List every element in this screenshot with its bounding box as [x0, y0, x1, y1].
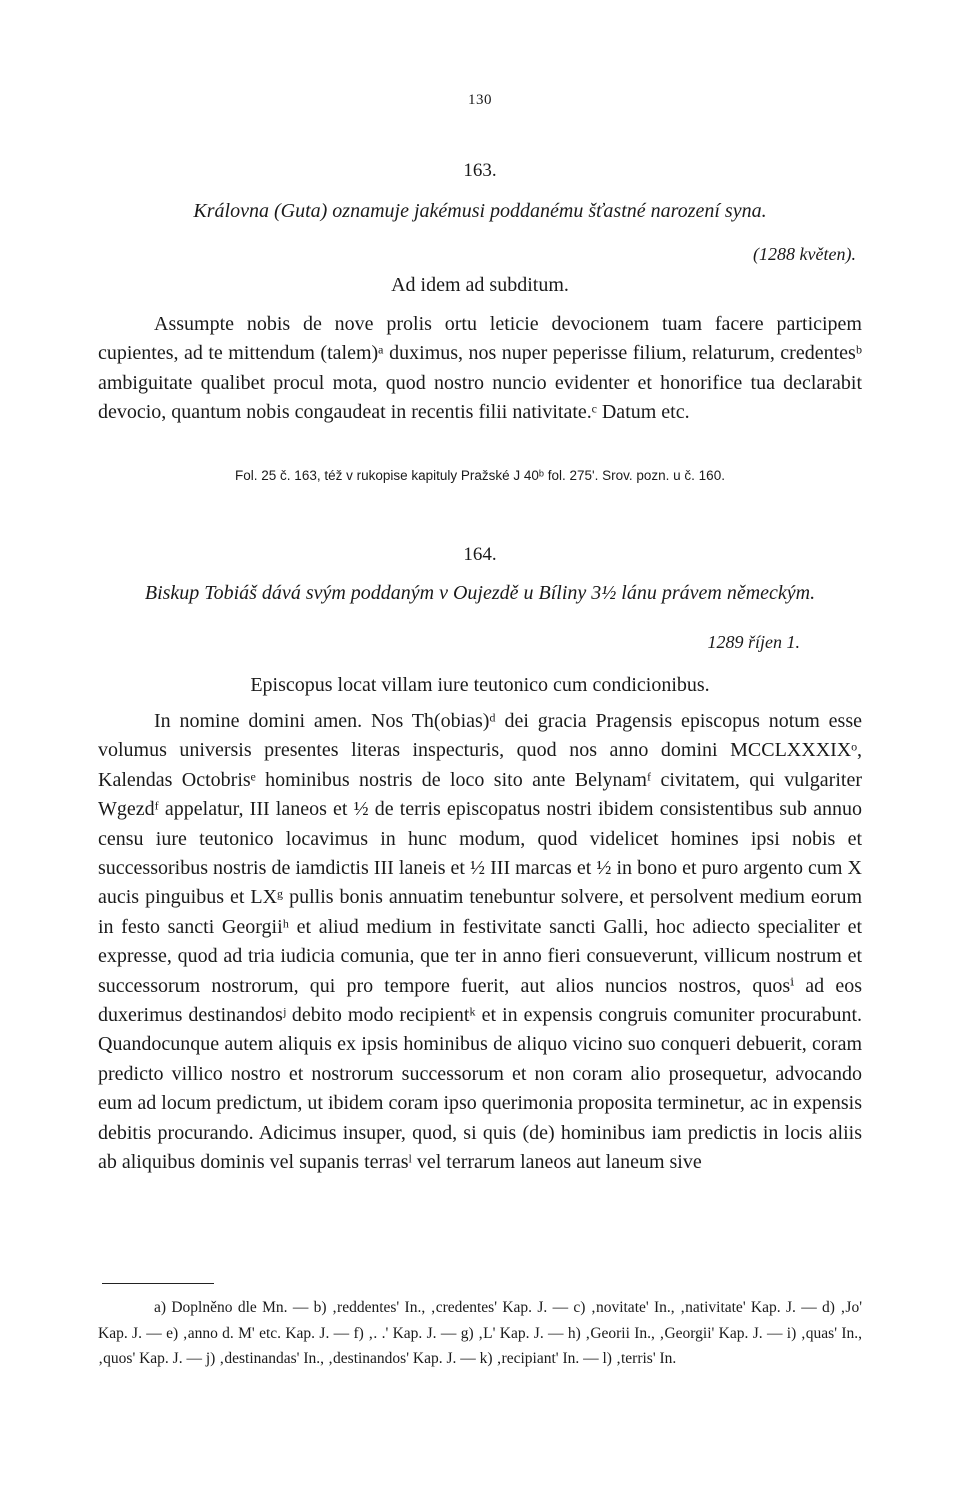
document-163-body	[98, 310, 862, 428]
document-163-number: 163.	[463, 160, 497, 181]
document-164-heading: Episcopus locat villam iure teutonico cum condicionibus.	[250, 674, 710, 696]
document-164-regest: Biskup Tobiáš dává svým poddaným v Oujezdě u Bíliny 3½ lánu právem německým.	[144, 582, 816, 604]
document-163-date: (1288 květen).	[753, 244, 856, 264]
document-163-heading: Ad idem ad subditum.	[391, 274, 569, 296]
document-164-date: 1289 říjen 1.	[707, 632, 800, 652]
document-163-text: Assumpte nobis de nove prolis ortu leticie devocionem tuam facere participem cupientes, ad te mittendum (talem)ᵃ duximus, nos nuper peperisse filium, relaturum, credentesᵇ ambiguitate qualibet procul mota, quod nostro nuncio evidenter et honorifice tua declarabit devocio, quantum nobis congaudeat in recentis filii nativitate.ᶜ Datum etc.	[98, 313, 862, 424]
document-163-regest: Královna (Guta) oznamuje jakémusi poddanému šťastné narození syna.	[193, 200, 767, 222]
document-164-text: In nomine domini amen. Nos Th(obias)ᵈ dei gracia Pragensis episcopus notum esse volumus universis presentes literas inspecturis, quod nos anno domini MCCLXXXIXᵒ, Kalendas Octobrisᵉ hominibus nostris de loco sito ante Belynamᶠ civitatem, qui vulgariter Wgezdᶠ appelatur, III laneos et ½ de terris episcopatus nostri ibidem consistentibus sub annuo censu iure teutonico locavimus in hunc modum, quod videlicet homines ipsi nobis et successoribus nostris de iamdictis III laneis et ½ III marcas et ½ in bono et puro argento cum X aucis pinguibus et LXᵍ pullis bonis annuatim tenebuntur solvere, et persolvent medium eorum in festo sancti Georgiiʰ et aliud medium in festivitate sancti Galli, hoc adiecto specialiter et expresse, quod ad tria iudicia comunia, que ter in anno fieri consueverunt, villicum nostrum et successorum nostrorum, qui pro tempore fuerit, aut alios nuncios nostros, quosⁱ ad eos duxerimus destinandosʲ debito modo recipientᵏ et in expensis congruis comuniter procurabunt. Quandocunque autem aliquis ex ipsis hominibus de aliquo vicino suo conqueri debuerit, coram predicto villico nostro et nostrorum successorum et non coram alio prosequetur, advocando eum ad locum predictum, ut ibidem coram ipso querimonia proposita terminetur, ac in expensis debitis procurando. Adicimus insuper, quod, si quis (de) hominibus iam predictis in locis aliis ab aliquibus dominis vel supanis terrasˡ vel terrarum laneos aut laneum sive	[98, 710, 863, 1174]
document-164-number: 164.	[463, 544, 497, 565]
page-number: 130	[468, 92, 492, 108]
footnote-separator	[102, 1283, 214, 1284]
document-164-body	[98, 707, 862, 1178]
document-163-source-note: Fol. 25 č. 163, též v rukopise kapituly Pražské J 40ᵇ fol. 275'. Srov. pozn. u č. 160.	[235, 468, 725, 483]
footnotes	[98, 1295, 862, 1372]
footnotes-text: a) Doplněno dle Mn. — b) ‚reddentes' In., ‚credentes' Kap. J. — c) ‚novitate' In., ‚nativitate' Kap. J. — d) ‚Jo' Kap. J. — e) ‚anno d. M' etc. Kap. J. — f) ‚. .' Kap. J. — g) ‚L' Kap. J. — h) ‚Georii In., ‚Georgii' Kap. J. — i) ‚quas' In., ‚quos' Kap. J. — j) ‚destinandas' In., ‚destinandos' Kap. J. — k) ‚recipiant' In. — l) ‚terris' In.	[98, 1299, 862, 1367]
